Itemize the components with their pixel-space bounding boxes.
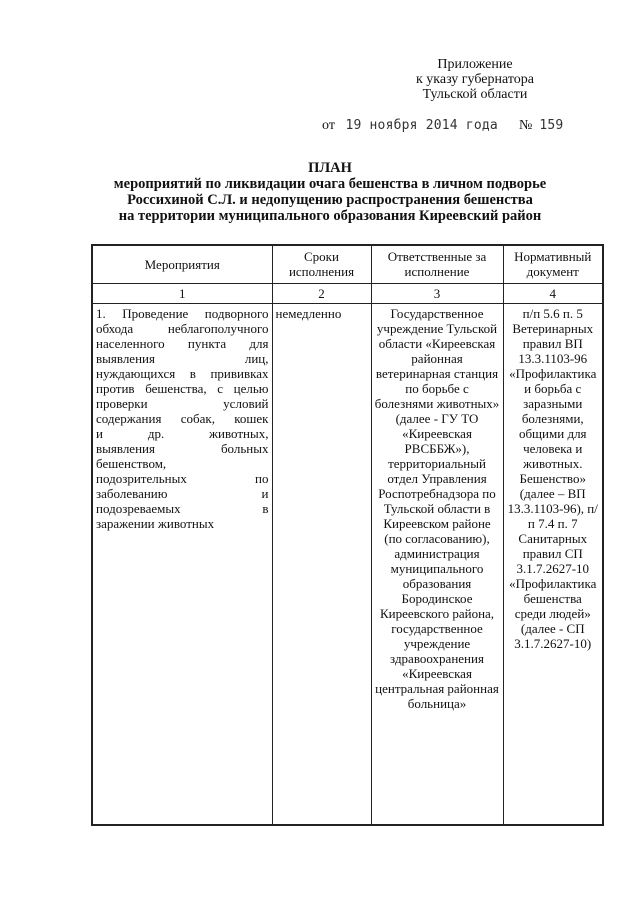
- column-number: 4: [503, 283, 603, 303]
- measure-line: бешенством,: [96, 455, 167, 471]
- measure-line: населенного пункта для: [96, 335, 269, 351]
- measure-line: заболеванию и: [96, 485, 269, 501]
- header-measures: Мероприятия: [92, 245, 272, 283]
- column-number: 2: [272, 283, 371, 303]
- decree-date: 19 ноября 2014 года: [345, 118, 498, 133]
- measure-line: выявления больных: [96, 440, 269, 456]
- header-responsible: Ответственные за исполнение: [371, 245, 503, 283]
- decree-reference: [322, 118, 563, 134]
- annex-line-2: к указу губернатора: [415, 72, 535, 87]
- measure-line: обхода неблагополучного: [96, 320, 269, 336]
- measure-line: проверки условий: [96, 395, 269, 411]
- measure-line: против бешенства, с целью: [96, 380, 269, 396]
- annex-line-3: Тульской области: [422, 87, 528, 102]
- normative-doc-cell: п/п 5.6 п. 5 Ветеринарных правил ВП 13.3.1103-96 «Профилактика и борьба с заразными болезнями, общими для человека и животных. Бешенство» (далее – ВП 13.3.1103-96), п/п 7.4 п. 7 Санитарных правил СП 3.1.7.2627-10 «Профилактика бешенства среди людей» (далее - СП 3.1.7.2627-10): [503, 303, 603, 825]
- header-normative-doc: Нормативный документ: [503, 245, 603, 283]
- measure-line: выявления лиц,: [96, 350, 269, 366]
- table-row: [92, 303, 603, 825]
- column-number: 1: [92, 283, 272, 303]
- column-number: 3: [371, 283, 503, 303]
- title-line-4: на территории муниципального образования Киреевский район: [118, 208, 542, 224]
- decree-number-label: №: [518, 118, 533, 133]
- title-line-2: мероприятий по ликвидации очага бешенства в личном подворье: [113, 176, 547, 192]
- measure-cell: [92, 303, 272, 825]
- measure-line: и др. животных,: [96, 425, 269, 441]
- measure-line: 1. Проведение подворного: [96, 305, 269, 321]
- annex-line-1: Приложение: [437, 57, 513, 72]
- measure-line: подозреваемых в: [96, 500, 269, 516]
- title-line-1: ПЛАН: [308, 160, 352, 176]
- table-number-row: [92, 283, 603, 303]
- plan-title: [80, 160, 580, 224]
- table-header-row: [92, 245, 603, 283]
- plan-table: [91, 244, 604, 826]
- title-line-3: Россихиной С.Л. и недопущению распространения бешенства: [127, 192, 533, 208]
- header-deadlines: Сроки исполнения: [272, 245, 371, 283]
- decree-prefix: от: [322, 118, 335, 133]
- deadline-cell: немедленно: [272, 303, 371, 825]
- responsible-cell: Государственное учреждение Тульской области «Киреевская районная ветеринарная станция по борьбе с болезнями животных» (далее - ГУ ТО «Киреевская РВСББЖ»), территориальный отдел Управления Роспотребнадзора по Тульской области в Киреевском районе (по согласованию), администрация муниципального образования Бородинское Киреевского района, государственное учреждение здравоохранения «Киреевская центральная районная больница»: [371, 303, 503, 825]
- annex-header: [380, 57, 570, 102]
- measure-line: нуждающихся в прививках: [96, 365, 269, 381]
- measure-line: подозрительных по: [96, 470, 269, 486]
- measure-line: содержания собак, кошек: [96, 410, 269, 426]
- measure-line: заражении животных: [96, 515, 215, 531]
- decree-number: 159: [539, 118, 564, 133]
